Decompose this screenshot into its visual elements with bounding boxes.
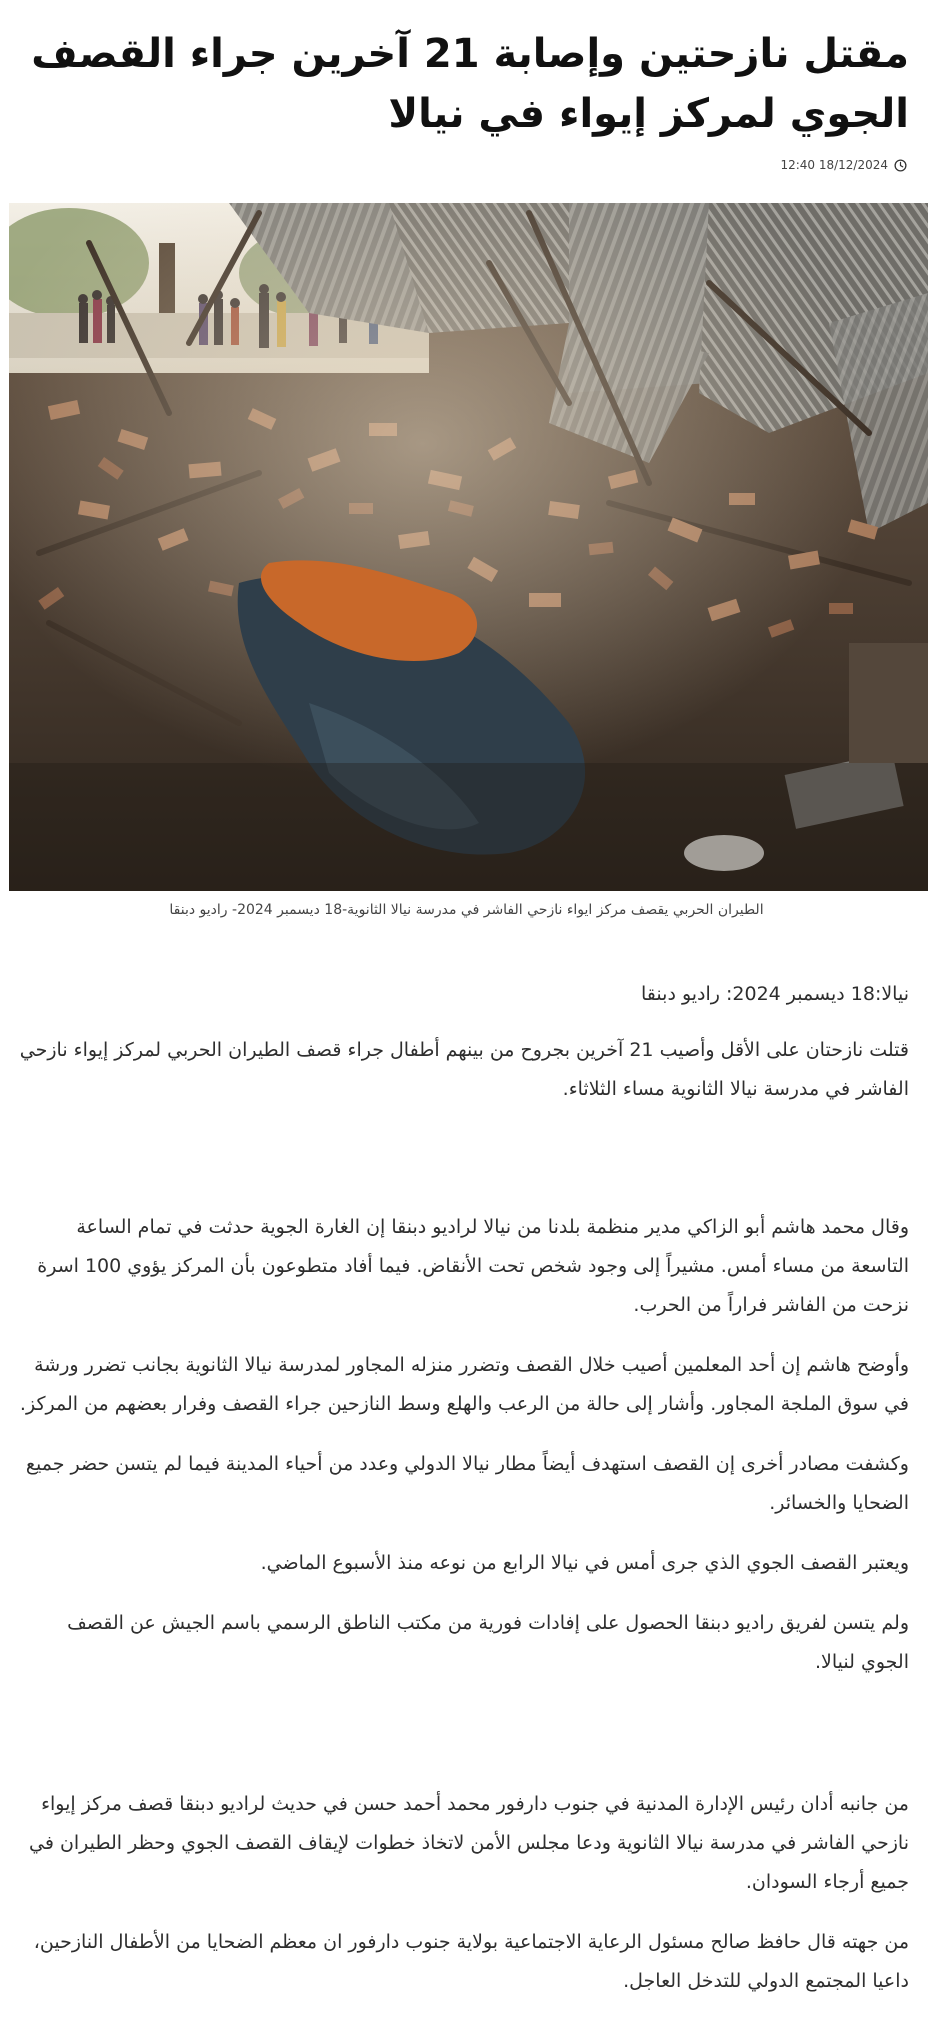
article-body [14,975,909,2022]
article-paragraph: وأوضح هاشم إن أحد المعلمين أصيب خلال القصف وتضرر منزله المجاور لمدرسة نيالا الثانوية بجانب تضرر ورشة في سوق الملجة المجاور. وأشار إلى حالة من الرعب والهلع وسط النازحين جراء القصف وفرار بعضهم من المركز. [19,1354,909,1415]
article-meta [780,158,907,172]
photo-caption: الطيران الحربي يقصف مركز ايواء نازحي الفاشر في مدرسة نيالا الثانوية-18 ديسمبر 2024- راديو دبنقا [169,902,764,918]
paragraph-spacer [14,1703,909,1785]
article-headline: مقتل نازحتين وإصابة 21 آخرين جراء القصف الجوي لمركز إيواء في نيالا [31,31,909,137]
article-paragraph: قتلت نازحتان على الأقل وأصيب 21 آخرين بجروح من بينهم أطفال جراء قصف الطيران الحربي لمركز إيواء نازحي الفاشر في مدرسة نيالا الثانوية مساء الثلاثاء. [19,1039,909,1100]
article-paragraph: وكشفت مصادر أخرى إن القصف استهدف أيضاً مطار نيالا الدولي وعدد من أحياء المدينة فيما لم يتسن حضر جميع الضحايا والخسائر. [25,1453,909,1514]
paragraph-spacer [14,1130,909,1208]
article-paragraph: من جهته قال حافظ صالح مسئول الرعاية الاجتماعية بولاية جنوب دارفور ان معظم الضحايا من الأطفال النازحين، داعيا المجتمع الدولي للتدخل العاجل. [33,1931,909,1992]
article-paragraph: وقال محمد هاشم أبو الزاكي مدير منظمة بلدنا من نيالا لراديو دبنقا إن الغارة الجوية حدثت في تمام الساعة التاسعة من مساء أمس. مشيراً إلى وجود شخص تحت الأنقاض. فيما أفاد متطوعون بأن المركز يؤوي 100 اسرة نزحت من الفاشر فراراً من الحرب. [37,1216,909,1316]
clock-icon [894,159,907,172]
article-paragraph: ويعتبر القصف الجوي الذي جرى أمس في نيالا الرابع من نوعه منذ الأسبوع الماضي. [260,1552,909,1574]
article-photo[interactable] [9,203,928,891]
article-paragraph: من جانبه أدان رئيس الإدارة المدنية في جنوب دارفور محمد أحمد حسن في حديث لراديو دبنقا قصف مركز إيواء نازحي الفاشر في مدرسة نيالا الثانوية ودعا مجلس الأمن لاتخاذ خطوات لإيقاف القصف الجوي وحظر الطيران في جميع أرجاء السودان. [28,1793,909,1893]
publish-datetime: 12:40 18/12/2024 [780,158,888,172]
article-dateline: نيالا:18 ديسمبر 2024: راديو دبنقا [641,983,909,1005]
article-paragraph: ولم يتسن لفريق راديو دبنقا الحصول على إفادات فورية من مكتب الناطق الرسمي باسم الجيش عن القصف الجوي لنيالا. [67,1612,909,1673]
